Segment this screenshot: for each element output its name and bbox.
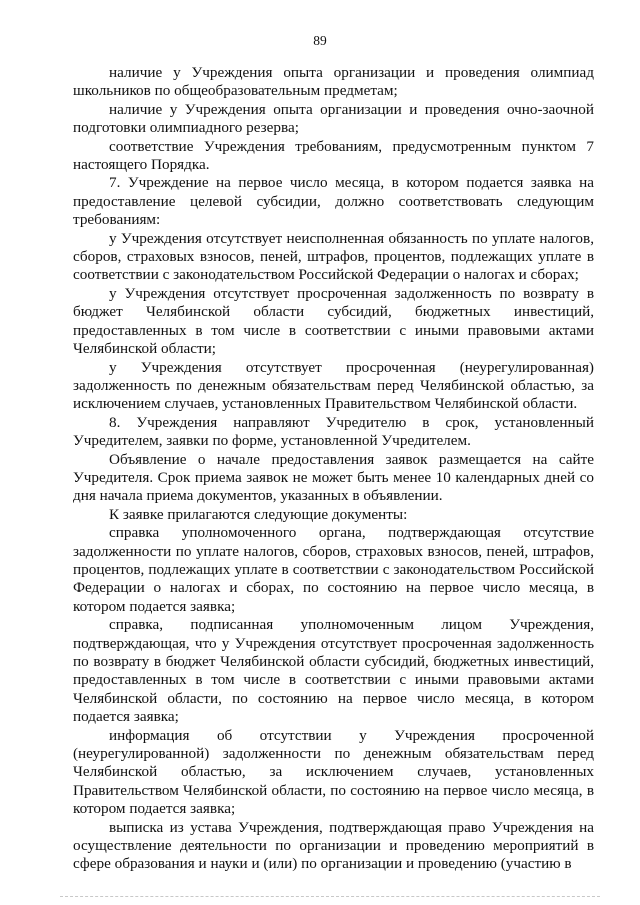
paragraph: соответствие Учреждения требованиям, предусмотренным пунктом 7 настоящего Порядка. xyxy=(73,137,594,174)
document-body xyxy=(73,64,594,874)
paragraph: у Учреждения отсутствует неисполненная обязанность по уплате налогов, сборов, страховых взносов, пеней, штрафов, процентов, подлежащих уплате в соответствии с законодательством Российской Федерации о налогах и сборах; xyxy=(73,229,594,284)
section-7-paragraph: 7. Учреждение на первое число месяца, в котором подается заявка на предоставление целевой субсидии, должно соответствовать следующим требованиям: xyxy=(73,174,594,229)
paragraph: у Учреждения отсутствует просроченная задолженность по возврату в бюджет Челябинской области субсидий, бюджетных инвестиций, предоставленных в том числе в соответствии с иными правовыми актами Челябинской области; xyxy=(73,284,594,358)
paragraph: наличие у Учреждения опыта организации и проведения олимпиад школьников по общеобразовательным предметам; xyxy=(73,64,594,100)
paragraph: справка уполномоченного органа, подтверждающая отсутствие задолженности по уплате налогов, сборов, страховых взносов, пеней, штрафов, процентов, подлежащих уплате в соответствии с законодательством Российской Федерации о налогах и сборах, по состоянию на первое число месяца, в котором подается заявка; xyxy=(73,524,594,615)
paragraph: Объявление о начале предоставления заявок размещается на сайте Учредителя. Срок приема заявок не может быть менее 10 календарных дней со дня начала приема документов, указанных в объявлении. xyxy=(73,450,594,505)
paragraph: справка, подписанная уполномоченным лицом Учреждения, подтверждающая, что у Учреждения отсутствует просроченная задолженность по возврату в бюджет Челябинской области субсидий, бюджетных инвестиций, предоставленных в том числе в соответствии с иными правовыми актами Челябинской области, по состоянию на первое число месяца, в котором подается заявка; xyxy=(73,616,594,726)
paragraph: информация об отсутствии у Учреждения просроченной (неурегулированной) задолженности по денежным обязательствам перед Челябинской областью, за исключением случаев, установленных Правительством Челябинской области, по состоянию на первое число месяца, в котором подается заявка; xyxy=(73,726,594,818)
section-8-paragraph: 8. Учреждения направляют Учредителю в срок, установленный Учредителем, заявки по форме, установленной Учредителем. xyxy=(73,413,594,450)
paragraph: у Учреждения отсутствует просроченная (неурегулированная) задолженность по денежным обязательствам перед Челябинской областью, за исключением случаев, установленных Правительством Челябинской области. xyxy=(73,358,594,413)
page-number: 89 xyxy=(313,33,327,48)
paragraph: К заявке прилагаются следующие документы: xyxy=(109,505,408,523)
bottom-divider xyxy=(60,896,600,897)
paragraph: наличие у Учреждения опыта организации и проведения очно-заочной подготовки олимпиадного резерва; xyxy=(73,100,594,137)
paragraph: выписка из устава Учреждения, подтверждающая право Учреждения на осуществление деятельности по организации и проведению мероприятий в сфере образования и науки и (или) по организации и проведению (участию в xyxy=(73,818,594,873)
